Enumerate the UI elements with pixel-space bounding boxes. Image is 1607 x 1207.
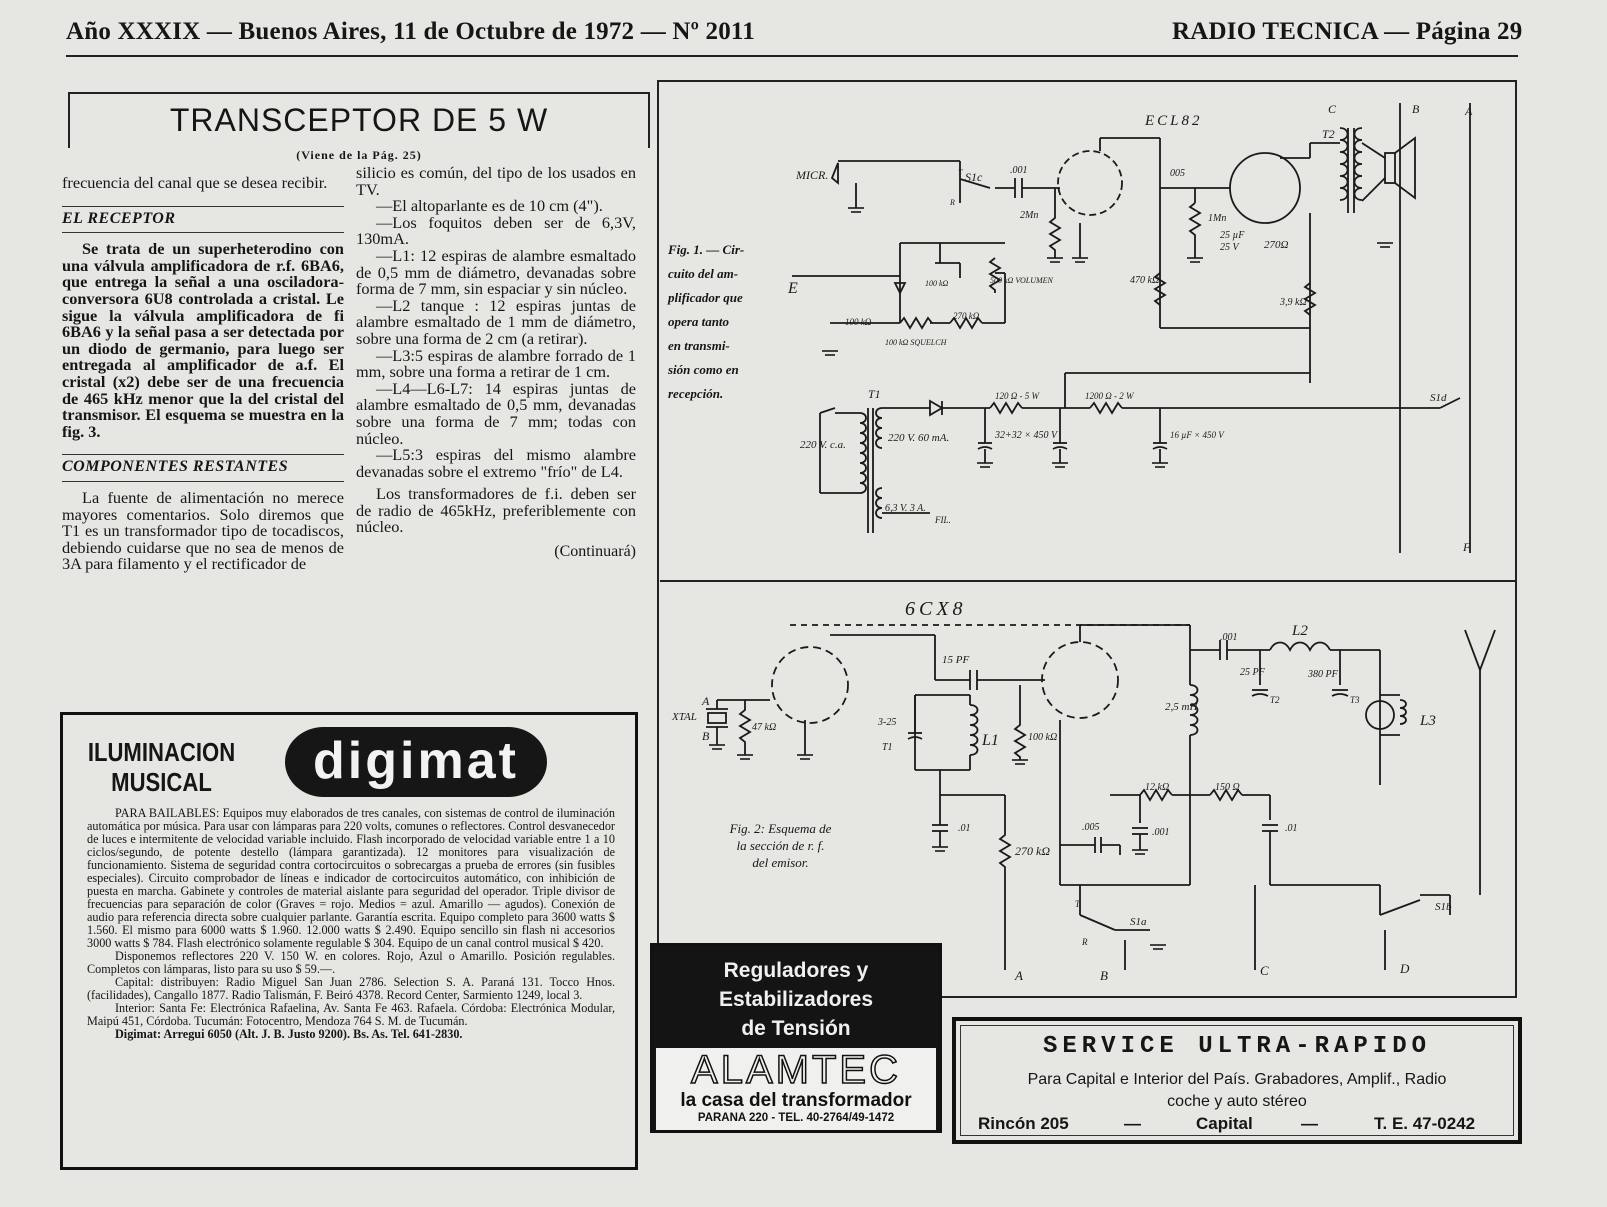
digimat-footer: Digimat: Arregui 6050 (Alt. J. B. Justo 9200). Bs. As. Tel. 641-2830. [115,1027,463,1041]
fig1-fil-label: FIL. [935,515,951,525]
fig2-c15-label: 15 PF [942,654,970,666]
fig2-a-label: A [702,694,710,708]
header-issue-info: Año XXXIX — Buenos Aires, 11 de Octubre de 1972 — Nº 2011 [66,18,755,45]
digimat-ad [60,712,638,1170]
continued-from [68,148,650,163]
fig2-r150-label: 150 Ω [1215,782,1240,793]
fig1-caption-line: plificador que [668,290,743,305]
alamtec-tagline: la casa del transformador [680,1090,912,1111]
fig1-volume-label: 500 kΩ VOLUMEN [990,276,1053,285]
digimat-heading-line: ILUMINACION [87,737,236,767]
fig1-caption-line: opera tanto [668,314,730,329]
digimat-body-main: PARA BAILABLES: Equipos muy elaborados de tres canales, con sistemas de control de iluminación automática por música. Para usar con lámparas para 220 volts, comunes o reflectores. Control desvanecedor de luces e intermitente de velocidad variable incluido. Flash incorporado de velocidad variable entre 1 a 10 ciclos/segundo, de potente destello (lámpara garantizada). 12 monitores para visualización de funcionamiento. Sistema de seguridad contra cortocircuitos o sobrecargas a prueba de errores (sin fusibles especiales). Circuito comprobador de líneas e indicador de cortocircuitos automático, con inhibición de puesta en marcha. Gabinete y controles de material aislante para seguridad del operador. Triple divisor de frecuencias para separación de color (Graves = rojo. Medios = azul. Amarillo — agudos). Conexión de audio para referencia directa sobre cualquier parlante. Garantía escrita. Equipo completo para 3600 watts $ 1.560. El mismo para 6000 watts $ 1.960. 12.000 watts $ 2.490. Equipo sencillo sin flash ni accesorios 3000 watts $ 784. Flash electrónico solamente regulable $ 304. Equipo de un canal control musical $ 420. [87,806,615,950]
fig2-B-label: B [1100,968,1108,983]
fig2-s1a-label: S1a [1130,916,1147,928]
fig2-c005-label: .005 [1082,822,1100,833]
digimat-body-reflectores: Disponemos reflectores 220 V. 150 W. en colores. Rojo, Azul o Amarillo. Posición regulables. Completos con lámparas, listo para su uso $ 59.—. [87,949,615,976]
section-heading-receptor: EL RECEPTOR [62,206,344,228]
col2-p2: —Los foquitos deben ser de 6,3V, 130mA. [356,212,636,249]
fig2-r270-label: 270 kΩ [1015,844,1051,858]
fig1-r120b-label: 1200 Ω - 2 W [1085,391,1134,401]
service-phone: T. E. 47-0242 [1374,1114,1476,1133]
fig1-caption-line: sión como en [668,362,739,377]
fig1-v220a-label: 220 V. c.a. [800,439,846,451]
fig2-l2-label: L2 [1292,623,1308,639]
componentes-paragraph: La fuente de alimentación no merece mayores comentarios. Solo diremos que T1 es un transformador tipo de tocadiscos, debiendo cuidarse que no sea de menos de 3A para filamento y el rectificador de [62,487,344,574]
fig1-c25-label: 25 µF [1220,230,1245,241]
fig1-c005-label: 005 [1170,168,1185,179]
continued-from-text: (Viene de la Pág. 25) [290,148,428,162]
fig1-b-label: B [1412,102,1420,116]
fig2-s1b-label: S1b [1435,901,1452,913]
fig1-c3232-label: 32+32 × 450 V [995,430,1058,441]
fig1-r270k-label: 270 kΩ [953,311,980,321]
fig1-caption-line: recepción. [668,386,724,401]
alamtec-address: PARANA 220 - TEL. 40-2764/49-1472 [697,1112,895,1124]
service-dash: — [1124,1114,1141,1133]
service-title: SERVICE ULTRA-RAPIDO [1042,1033,1432,1060]
fig1-r100a-label: 100 kΩ [925,279,949,288]
service-line1: Para Capital e Interior del País. Grabadores, Amplif., Radio [1027,1071,1447,1088]
alamtec-line: Estabilizadores [718,988,874,1011]
fig2-c380-label: 380 PF [1308,669,1338,680]
fig1-v25-label: 25 V [1220,242,1239,253]
col2-p3: —L1: 12 espiras de alambre esmaltado de 0,5 mm de diámetro, devanadas sobre forma de 7 mm, sin espaciar y sin núcleo. [356,245,636,299]
service-ad [952,1017,1522,1144]
fig1-a-label: A [1465,104,1473,118]
continues-label: (Continuará) [554,543,636,561]
fig2-l3-label: L3 [1420,713,1436,729]
alamtec-ad [650,943,942,1133]
fig2-t1-label: T1 [882,742,893,753]
intro-paragraph: frecuencia del canal que se desea recibir. [62,173,328,192]
fig1-r1m-label: 1Mn [1208,213,1227,224]
fig2-xtal-label: XTAL [672,711,697,723]
alamtec-line: de Tensión [741,1017,851,1040]
fig1-s1d-label: S1d [1430,392,1447,404]
fig1-t2-label: T2 [1322,127,1335,141]
col2-p7: —L5:3 espiras del mismo alambre devanadas sobre el extremo "frío" de L4. [356,445,636,481]
fig1-e-label: E [788,280,798,297]
fig2-schematic [660,585,1515,995]
col2-p5: —L3:5 espiras de alambre forrado de 1 mm, sobre una forma a retirar de 1 cm. [356,345,636,382]
fig2-t-label: T [1075,899,1081,909]
fig2-caption-line: del emisor. [752,855,809,870]
fig1-tube-label: ECL82 [1145,113,1203,129]
fig1-r39-label: 3,9 kΩ [1280,297,1307,308]
fig1-caption-line: Fig. 1. — Cir- [668,242,745,257]
fig1-r100b-label: 100 kΩ [845,317,872,327]
article-column-2 [356,165,636,561]
fig2-r-label: R [1082,937,1088,947]
receptor-paragraph: Se trata de un superheterodino con una válvula amplificadora de r.f. 6BA6, que entrega la señal a una osciladora-conversora 6U8 controlada a cristal. Le sigue la válvula amplificadora de fi 6BA6 y la señal pasa a ser detectada por un diodo de germanio, para luego ser entregada al amplificador de a.f. El cristal (x2) debe ser de una frecuencia de 465 kHz menor que la del cristal del transmisor. El esquema se muestra en la fig. 3. [62,239,344,441]
fig1-r-label: R [950,198,955,207]
service-address: Rincón 205 [978,1114,1069,1133]
fig1-s1c-label: S1c [965,170,983,184]
alamtec-line: Reguladores y [723,959,869,982]
digimat-body-capital: Capital: distribuyen: Radio Miguel San Juan 2786. Selection S. A. Paraná 131. Tocco Hnos. (facilidades), Cangallo 1877. Radio Talismán, F. Beiró 4378. Record Center, Sarmiento 1249, local 3. [87,975,615,1002]
col2-p6: —L4—L6-L7: 14 espiras juntas de alambre esmaltado de 0,5 mm, devanadas sobre una forma de 7 mm; todas con núcleo. [356,378,636,448]
fig1-c-label: C [1328,102,1337,116]
fig1-r270-label: 270Ω [1264,239,1289,251]
fig2-C-label: C [1260,963,1269,978]
fig1-v63-label: 6,3 V. 3 A. [885,503,926,514]
fig1-v220b-label: 220 V. 60 mA. [888,432,950,444]
fig2-r100-label: 100 kΩ [1028,732,1058,743]
fig2-c001b-label: .001 [1152,827,1170,838]
alamtec-brand: ALAMTEC [691,1048,901,1092]
fig2-c001-label: .001 [1220,632,1238,643]
fig2-c325-label: 3-25 [878,717,897,728]
fig2-b-label: B [702,729,710,743]
col2-p4: —L2 tanque : 12 espiras juntas de alambre esmaltado de 1 mm de diámetro, sobre una forma de 2 cm (a retirar). [356,295,636,348]
fig2-c25-label: 25 PF [1240,667,1265,678]
article-title-box [68,92,650,154]
section-rule [62,232,344,233]
fig1-r2m-label: 2Mn [1020,210,1039,221]
service-line2: coche y auto stéreo [1167,1093,1307,1110]
fig2-c01b-label: .01 [1285,823,1298,834]
fig2-t3-label: T3 [1350,695,1360,705]
fig1-c16-label: 16 µF × 450 V [1170,430,1224,440]
digimat-body-interior: Interior: Santa Fe: Electrónica Rafaelina, Av. Santa Fe 463. Rafaela. Córdoba: Electrónica Modular, Maipú 451, Córdoba. Tucumán: Fotocentro, Mendoza 764 S. M. de Tucumán. [87,1001,615,1028]
fig2-caption-line: la sección de r. f. [736,838,825,853]
fig2-tube-label: 6CX8 [905,598,967,620]
fig1-mic-label: MICR. [796,168,829,182]
digimat-logo: digimat [285,727,547,797]
fig2-rfc-label: 2,5 mH [1165,701,1198,713]
fig2-A-label: A [1015,968,1023,983]
fig1-t1-label: T1 [868,387,881,401]
fig2-r47-label: 47 kΩ [752,722,777,733]
service-city: Capital [1196,1114,1253,1133]
fig1-r470-label: 470 kΩ [1130,275,1160,286]
fig2-l1-label: L1 [982,732,999,749]
digimat-heading-line: MUSICAL [111,767,212,797]
fig2-t2-label: T2 [1270,695,1280,705]
alamtec-headline [653,956,939,1043]
figures-divider [660,580,1515,582]
service-dash: — [1301,1114,1318,1133]
col2-p0: silicio es común, del tipo de los usados en TV. [356,163,636,199]
fig2-caption-line: Fig. 2: Esquema de [729,821,832,836]
fig1-schematic [660,83,1515,578]
digimat-heading [85,737,238,797]
fig1-caption-line: cuito del am- [668,266,739,281]
fig1-caption-line: en transmi- [668,338,730,353]
fig1-c001-label: .001 [1010,165,1028,176]
section-rule-2 [62,481,344,482]
fig1-t-label: T [958,168,963,177]
header-page-info: RADIO TECNICA — Página 29 [1172,18,1523,45]
fig2-c01a-label: .01 [958,823,971,834]
col2-p8: Los transformadores de f.i. deben ser de radio de 465kHz, preferiblemente con núcleo. [356,484,636,537]
section-heading-componentes: COMPONENTES RESTANTES [62,454,344,476]
alamtec-brand-box [656,1048,936,1130]
article-title: TRANSCEPTOR DE 5 W [169,102,549,138]
fig1-squelch-label: 100 kΩ SQUELCH [885,338,947,347]
article-column-1 [62,175,344,573]
digimat-body [87,807,615,1041]
col2-p1: —El altoparlante es de 10 cm (4"). [376,196,603,216]
fig1-r120a-label: 120 Ω - 5 W [995,391,1040,401]
header-rule [66,55,1518,57]
fig2-r12-label: 12 kΩ [1145,782,1170,793]
fig1-f-label: F [1463,540,1471,554]
fig2-D-label: D [1400,961,1410,976]
